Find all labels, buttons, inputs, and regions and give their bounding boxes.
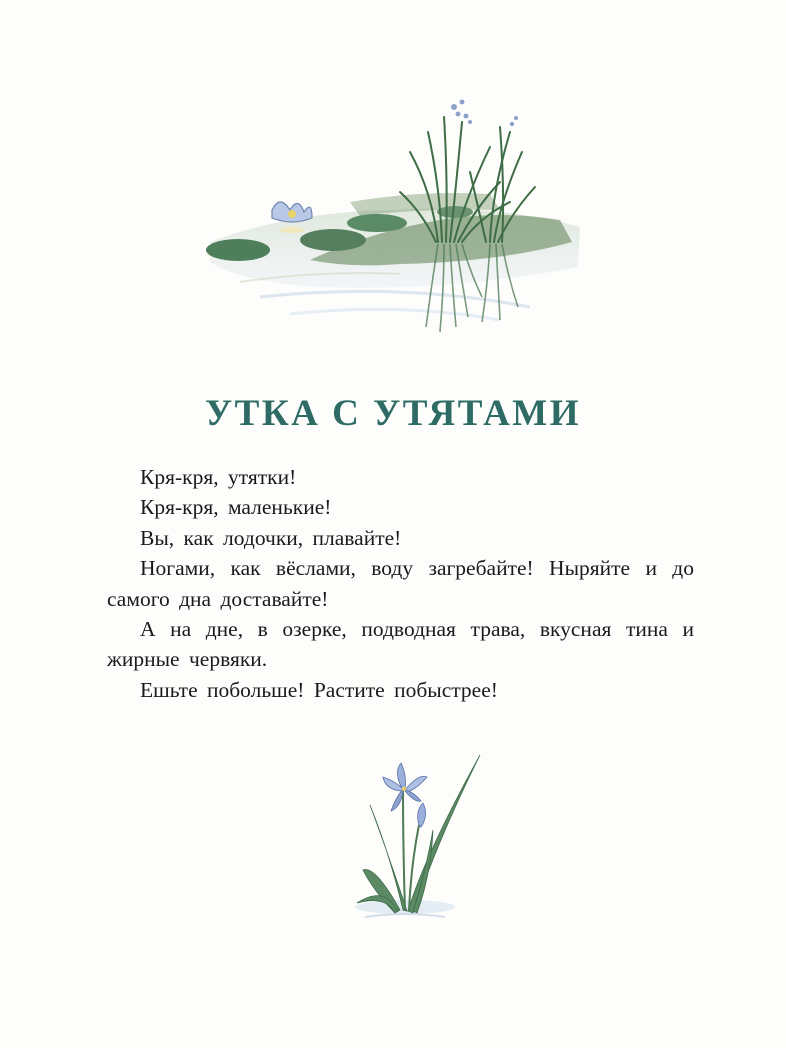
paragraph: Ешьте побольше! Растите побыстрее! (140, 677, 498, 702)
iris-flower (383, 763, 427, 811)
lily-pad (437, 206, 473, 218)
lily-pad (300, 229, 366, 251)
iris-bud (418, 803, 426, 827)
iris-illustration (345, 745, 485, 925)
pond-illustration (200, 92, 585, 342)
lily-pad (206, 239, 270, 261)
lily-pad (347, 214, 407, 232)
paragraph: Кря-кря, утятки! (140, 465, 297, 489)
story-title: УТКА С УТЯТАМИ (204, 393, 581, 434)
paragraph: Кря-кря, маленькие! (140, 495, 332, 520)
paragraph: Ногами, как вёслами, воду загребайте! Ныряйте и до самого дна доставайте! (107, 556, 694, 611)
paragraph: А на дне, в озерке, подводная трава, вкусная тина и жирные червяки. (107, 617, 694, 672)
story-text (107, 462, 694, 705)
paragraph: Вы, как лодочки, плавайте! (140, 525, 402, 550)
